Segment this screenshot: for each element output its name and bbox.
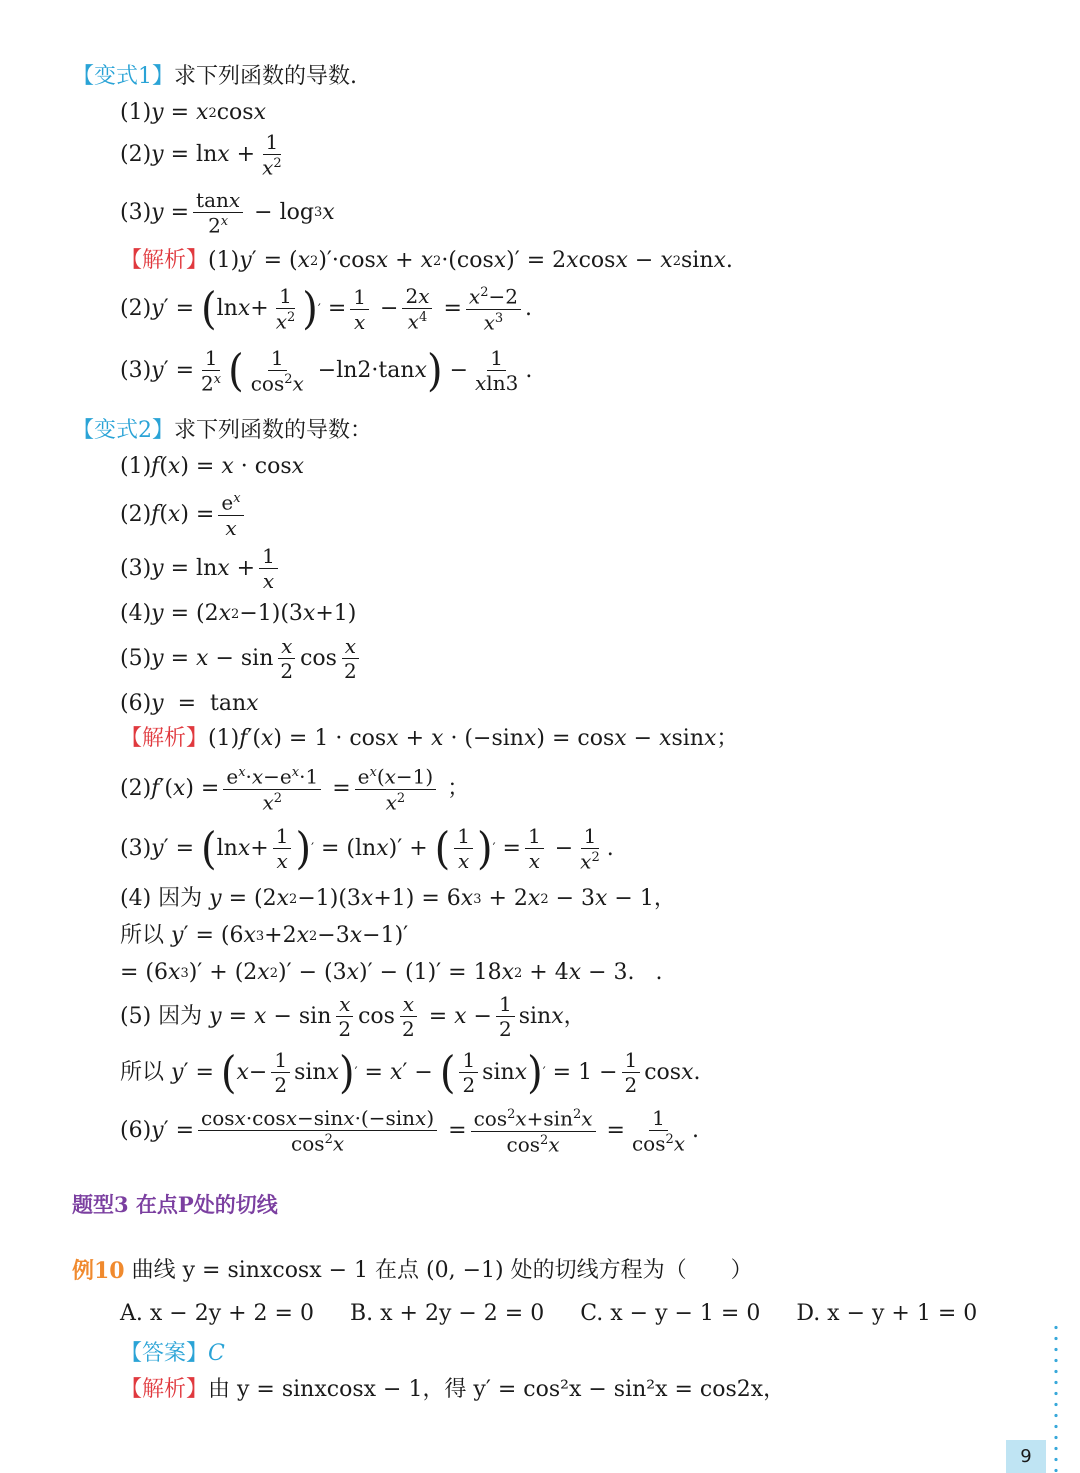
example10-options — [120, 1303, 1013, 1325]
variant2-solution-3: (3) y ′ = ( ln x + 1 x ) ′ = (ln x )′ + ( 1 x ) ′ = 1 x − 1 $x^2$ . — [120, 823, 614, 875]
answer-value: C — [208, 1341, 225, 1366]
variant2-item-6: (6) y = tan x — [120, 691, 259, 716]
variant2-tag: 【变式2】 — [72, 418, 174, 443]
variant2-item-1: (1) f ( x ) = x · cos x — [120, 454, 305, 479]
so-label-4: 所以 — [120, 923, 165, 948]
example10-tag: 例10 — [72, 1258, 125, 1284]
variant2-solution-2: (2) f ′( x ) = $e^x\cdot x-e^x\cdot 1$ $x^2$ = $e^x(x-1)$ $x^2$ ； — [120, 764, 470, 815]
variant2-solution-5a: (5) 因为 y = x − sin x 2 cos x 2 = x − 1 2 sin x ， — [120, 992, 586, 1041]
variant1-item-2: (2) y = ln x + 1 $x^2$ — [120, 130, 282, 180]
section-title-text: 题型3 在点P处的切线 — [72, 1192, 278, 1217]
page-edge-dots — [1054, 1322, 1058, 1472]
variant2-item-5: (5) y = x − sin x 2 cos x 2 — [120, 636, 364, 681]
variant1-solution-tag: 【解析】 — [120, 248, 209, 273]
variant2-heading — [72, 420, 372, 442]
variant2-solution-4b: 所以 y ′ = (6 x 3 +2 x 2 −3 x −1)′ — [120, 923, 409, 948]
option-c[interactable]: C. x − y − 1 = 0 — [580, 1301, 761, 1326]
variant2-solution-4c: = (6 x 3 )′ + (2 x 2 )′ − (3 x )′ − (1)′ = 18 x 2 + 4 x − 3. . — [120, 960, 663, 985]
example10-question-text: 曲线 y = sinxcosx − 1 在点 (0, −1) 处的切线方程为（ ） — [131, 1258, 753, 1283]
variant1-solution-2: (2) y ′ = ( ln x + 1 $x^2$ ) ′ = 1 x − 2x $x^4$ = $x^2-2$ $x^3$ . — [120, 283, 532, 335]
variant1-heading — [72, 66, 357, 88]
variant2-solution-4a: (4) 因为 y = (2 x 2 −1)(3 x +1) = 6 x 3 + 2 x 2 − 3 x − 1， — [120, 886, 676, 911]
variant2-solution-tag: 【解析】 — [120, 726, 209, 751]
variant2-item-4: (4) y = (2 x 2 −1)(3 x +1) — [120, 601, 357, 626]
so-label-5: 所以 — [120, 1059, 165, 1085]
because-label-4: 因为 — [158, 886, 203, 911]
example10-answer — [120, 1343, 225, 1365]
example10-solution — [120, 1379, 785, 1401]
variant1-prompt: 求下列函数的导数. — [174, 64, 357, 89]
variant1-solution-3: (3) y ′ = 1 2$^x$ ( 1 $\cos^2x$ −ln2·tan x ) − 1 xln3 . — [120, 345, 533, 397]
variant1-item-1: (1) y = x 2 cos x — [120, 100, 267, 125]
variant1-tag: 【变式1】 — [72, 64, 174, 89]
example10-solution-tag: 【解析】 — [120, 1377, 209, 1402]
variant1-item-3: (3) y = tanx 2$^x$ − log 3 x — [120, 188, 335, 238]
option-b[interactable]: B. x + 2y − 2 = 0 — [349, 1301, 545, 1326]
variant2-item-2: (2) f ( x ) = $e^x$ x — [120, 492, 248, 538]
variant2-solution-6: (6) y ′ = cosx·cosx−sinx·(−sinx) $\cos^2x$ = $\cos^2x+\sin^2x$ $\cos^2x$ = 1 $\cos^2x$ . — [120, 1106, 700, 1157]
variant2-prompt: 求下列函数的导数： — [174, 418, 373, 443]
example10-solution-text: 由 y = sinxcosx − 1，得 y′ = cos²x − sin²x = cos2x， — [208, 1377, 786, 1402]
example10-question — [72, 1260, 753, 1282]
variant2-solution-1: 【解析】 (1) f ′( x ) = 1 · cos x + x · (−sin x ) = cos x − x sin x ； — [120, 726, 739, 751]
option-d[interactable]: D. x − y + 1 = 0 — [796, 1301, 978, 1326]
section-title — [72, 1194, 278, 1215]
option-a[interactable]: A. x − 2y + 2 = 0 — [120, 1301, 314, 1326]
variant2-item-3: (3) y = ln x + 1 x — [120, 546, 282, 591]
answer-tag: 【答案】 — [120, 1341, 209, 1366]
page-number: 9 — [1006, 1440, 1046, 1473]
because-label-5: 因为 — [158, 1003, 203, 1029]
variant2-solution-5b: 所以 y ′ = ( x − 1 2 sin x ) ′ = x ′ − ( 1 2 sin x ) ′ = 1 − 1 2 cos x . — [120, 1047, 701, 1098]
variant1-solution-1: 【解析】 (1) y ′ = ( x 2 )′·cos x + x 2 ·(cos x )′ = 2 x cos x − x 2 sin x . — [120, 248, 733, 273]
